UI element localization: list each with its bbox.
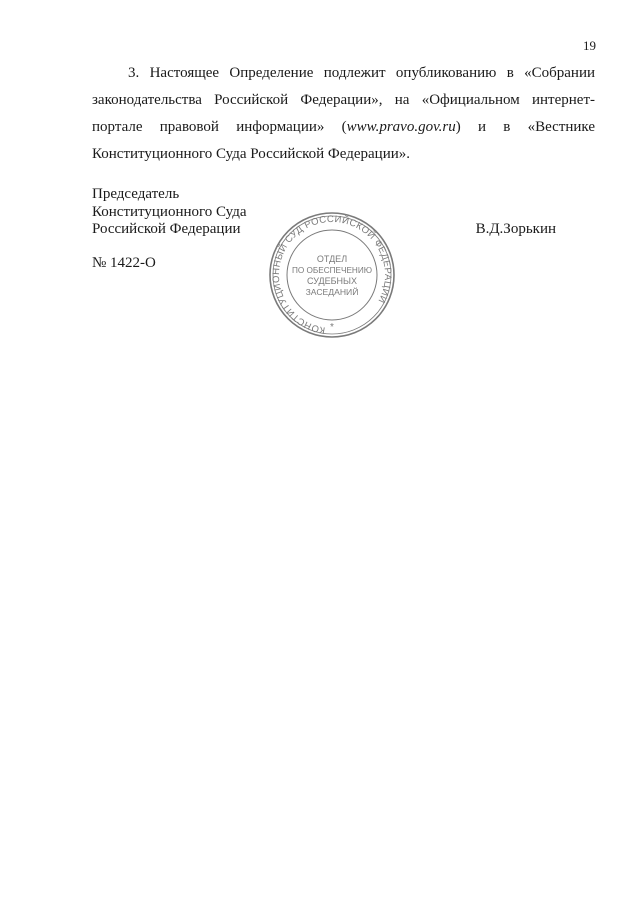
- publication-paragraph: [92, 60, 595, 168]
- seal-ring-text: КОНСТИТУЦИОННЫЙ СУД РОССИЙСКОЙ ФЕДЕРАЦИИ: [270, 213, 394, 336]
- signature-title-line1: Председатель: [92, 186, 180, 202]
- paragraph-tail: ) и в «Вестнике Конституционного Суда Российской Федерации».: [92, 119, 595, 162]
- seal-star-icon: *: [330, 322, 334, 333]
- signer-name: В.Д.Зорькин: [475, 221, 556, 237]
- document-number: № 1422-О: [92, 255, 156, 271]
- pravo-link[interactable]: www.pravo.gov.ru: [346, 119, 456, 135]
- seal-center-line3: СУДЕБНЫХ: [307, 276, 357, 286]
- seal-center-line4: ЗАСЕДАНИЙ: [305, 287, 359, 297]
- paragraph-lead: 3. Настоящее Определение подлежит опубликованию в «Собрании законодательства Российской Федерации», на «Официальном интернет-портале правовой информации» (: [92, 65, 595, 135]
- official-seal: [268, 211, 396, 339]
- seal-center-line1: ОТДЕЛ: [316, 254, 348, 264]
- page-number: 19: [583, 38, 596, 53]
- signature-title-line2: Конституционного Суда: [92, 203, 247, 220]
- seal-center-line2: ПО ОБЕСПЕЧЕНИЮ: [292, 266, 372, 275]
- signature-title-line3: Российской Федерации: [92, 221, 241, 237]
